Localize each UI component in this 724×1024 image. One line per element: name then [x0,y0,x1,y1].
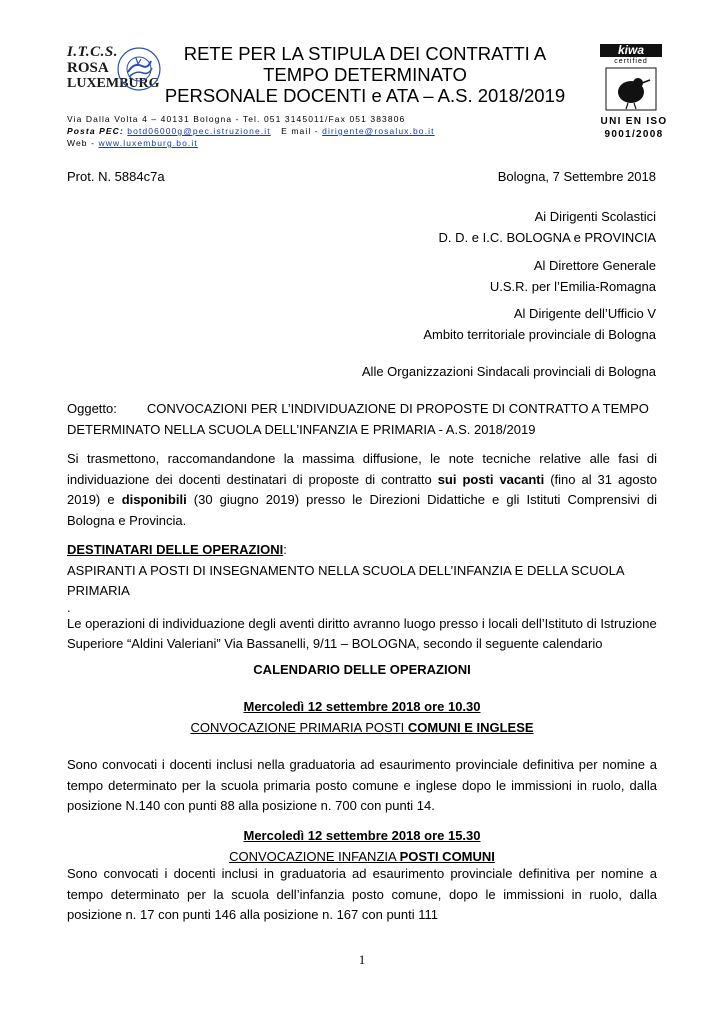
recipient-line: Ambito territoriale provinciale di Bologna [423,326,656,342]
session-1-header [67,697,657,738]
intro-bold-available: disponibili [121,492,187,507]
recipient-director-general [490,256,656,297]
recipient-line: Ai Dirigenti Scolastici [534,209,656,224]
intro-paragraph [67,449,657,531]
intro-text: (fino al 31 agosto 2019) e [67,471,657,507]
title-line-3: PERSONALE DOCENTI e ATA – A.S. 2018/2019 [164,85,566,106]
logo-line-rosa: ROSA [67,60,109,76]
session-convocation [67,718,657,739]
calendar-title: CALENDARIO DELLE OPERAZIONI [253,662,471,677]
iso-certification [578,115,690,141]
subject-label: Oggetto: [67,401,117,416]
destinatari-heading: DESTINATARI DELLE OPERAZIONI [67,542,284,557]
iso-line-1: UNI EN ISO [600,116,668,127]
destinatari-dot: . [67,599,71,615]
address-line: Via Dalla Volta 4 – 40131 Bologna - Tel. 051 3145011/Fax 051 383806 [67,114,406,124]
session-2-text: Sono convocati i docenti inclusi in graduatoria ad esaurimento provinciale definitiva per nomine a tempo determinato per la scuola dell’infanzia posto comune, dopo le immissioni in ruolo, dalla posizione n. 17 con punti 146 alla posizione n. 167 con punti 111 [67,866,657,922]
subject [67,399,657,440]
destinatari-section [67,540,657,655]
pec-label: Posta PEC: [67,126,124,136]
intro-text: (30 giugno 2019) presso le Direzioni Didattiche e gli Istituti Comprensivi di Bologna e Provincia. [67,492,657,528]
kiwa-certification-logo [600,44,662,116]
intro-bold-vacant: sui posti vacanti [437,471,545,487]
convocation-type: COMUNI E INGLESE [407,719,534,735]
session-1-text: Sono convocati i docenti inclusi nella graduatoria ad esaurimento provinciale definitiva per nomine a tempo determinato per la scuola primaria posto comune e inglese dopo le immissioni in ruolo, dalla posizione N.140 con punti 88 alla posizione n. 700 con punti 14. [67,757,657,813]
recipient-school-heads [439,207,656,248]
pec-email-link[interactable]: botd06000g@pec.istruzione.it [127,126,271,136]
intro-text: Si trasmettono, raccomandandone la massima diffusione, le note tecniche relative alle fasi di individuazione dei docenti destinatari di proposte di contratto [67,451,657,487]
title-line-2: TEMPO DETERMINATO [263,64,467,85]
recipient-line: Al Dirigente dell’Ufficio V [513,306,656,321]
kiwa-certified-label: certified [614,58,648,65]
session-date: Mercoledì 12 settembre 2018 ore 10.30 [243,699,481,714]
email-line [67,125,567,137]
subject-line-2: DETERMINATO NELLA SCUOLA DELL’INFANZIA E PRIMARIA - A.S. 2018/2019 [67,421,536,437]
session-date: Mercoledì 12 settembre 2018 ore 15.30 [243,828,481,843]
subject-line-1: CONVOCAZIONI PER L’INDIVIDUAZIONE DI PROPOSTE DI CONTRATTO A TEMPO [146,401,649,416]
email-link[interactable]: dirigente@rosalux.bo.it [322,126,435,136]
heading-suffix: : [283,542,287,557]
convocation-type: POSTI COMUNI [399,848,495,864]
web-label: Web - [67,138,96,148]
iso-line-2: 9001/2008 [604,129,664,140]
school-contacts [67,113,567,149]
recipient-line: Alle Organizzazioni Sindacali provinciali di Bologna [361,364,656,379]
recipient-office-v [423,304,656,345]
page-number: 1 [358,952,366,967]
destinatari-text: Le operazioni di individuazione degli aventi diritto avranno luogo presso i locali dell’Istituto di Istruzione Superiore “Aldini Valeriani” Via Bassanelli, 9/11 – BOLOGNA, secondo il seguente calendario [67,615,657,651]
logo-line-luxemburg: LUXEMBURG [67,76,160,91]
convocation-prefix: CONVOCAZIONE INFANZIA [229,848,400,864]
protocol-number: Prot. N. 5884c7a [67,169,165,184]
session-2-header [67,826,657,867]
title-line-1: RETE PER LA STIPULA DEI CONTRATTI A [183,43,547,64]
website-link[interactable]: www.luxemburg.bo.it [98,138,198,148]
network-title [150,43,580,106]
kiwa-bird-icon [600,66,662,114]
recipient-line: Al Direttore Generale [533,258,656,273]
document-date: Bologna, 7 Settembre 2018 [497,169,656,184]
recipient-line: D. D. e I.C. BOLOGNA e PROVINCIA [438,229,656,245]
logo-line-itcs: I.T.C.S. [67,44,118,60]
recipient-line: U.S.R. per l’Emilia-Romagna [489,278,656,294]
convocation-prefix: CONVOCAZIONE PRIMARIA POSTI [190,719,408,735]
email-label: E mail - [281,126,319,136]
recipient-unions [362,362,656,383]
kiwa-brand: kiwa [600,44,662,57]
web-line [67,137,567,149]
destinatari-line: ASPIRANTI A POSTI DI INSEGNAMENTO NELLA SCUOLA DELL’INFANZIA E DELLA SCUOLA PRIMARIA [67,562,624,598]
